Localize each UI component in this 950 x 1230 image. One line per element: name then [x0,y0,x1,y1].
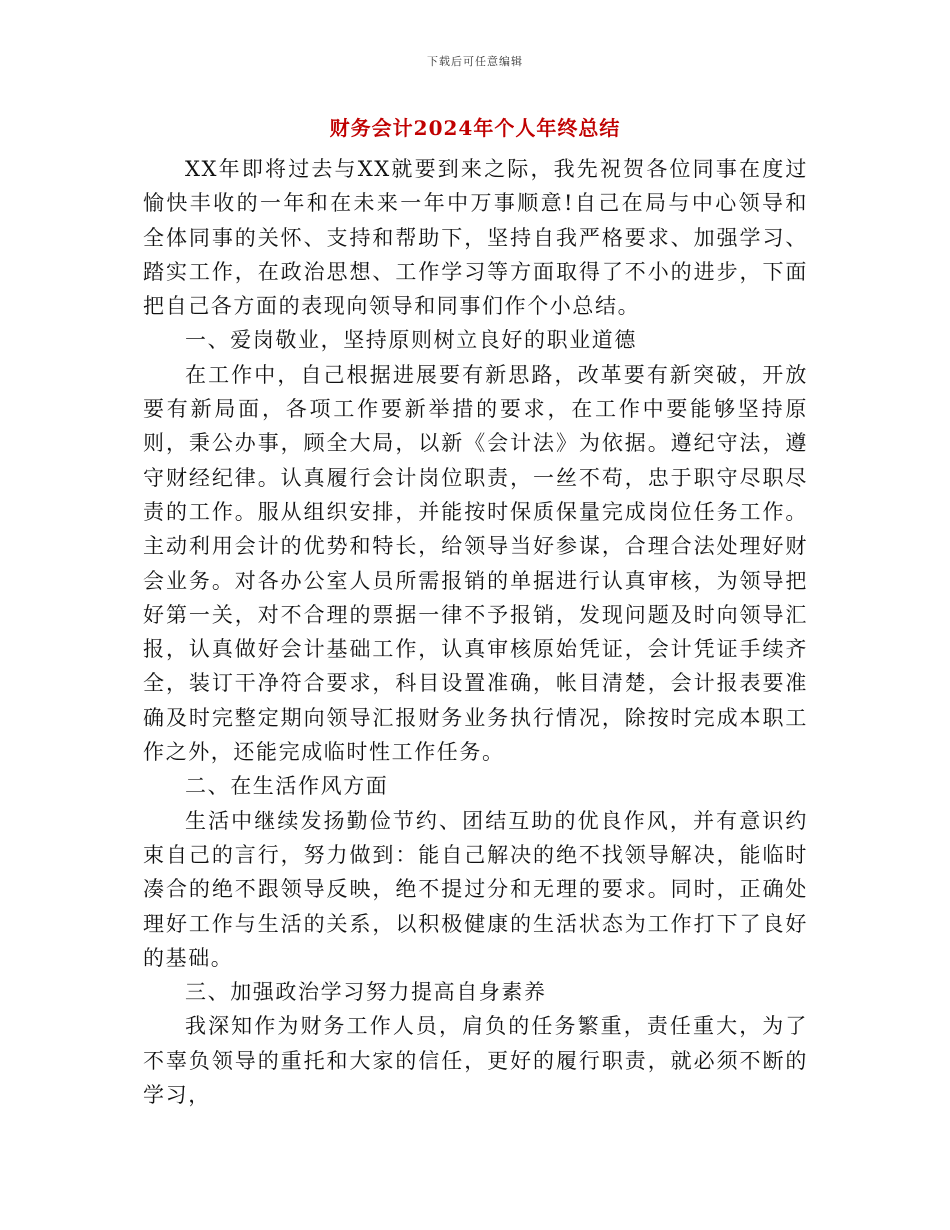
section-heading-3: 三、加强政治学习努力提高自身素养 [185,980,547,1005]
section-3-paragraph: 我深知作为财务工作人员，肩负的任务繁重，责任重大，为了不辜负领导的重托和大家的信任，更好的履行职责，就必须不断的学习， [143,1014,808,1108]
section-2-paragraph: 生活中继续发扬勤俭节约、团结互助的优良作风，并有意识约束自己的言行，努力做到：能自己解决的绝不找领导解决，能临时凑合的绝不跟领导反映，绝不提过分和无理的要求。同时，正确处理好工作与生活的关系，以积极健康的生活状态为工作打下了良好的基础。 [143,808,808,970]
section-1-paragraph: 在工作中，自己根据进展要有新思路，改革要有新突破，开放要有新局面，各项工作要新举措的要求，在工作中要能够坚持原则，秉公办事，顾全大局，以新《会计法》为依据。遵纪守法，遵守财经纪律。认真履行会计岗位职责，一丝不苟，忠于职守尽职尽责的工作。服从组织安排，并能按时保质保量完成岗位任务工作。主动利用会计的优势和特长，给领导当好参谋，合理合法处理好财会业务。对各办公室人员所需报销的单据进行认真审核，为领导把好第一关，对不合理的票据一律不予报销，发现问题及时向领导汇报，认真做好会计基础工作，认真审核原始凭证，会计凭证手续齐全，装订干净符合要求，科目设置准确，帐目清楚，会计报表要准确及时完整定期向领导汇报财务业务执行情况，除按时完成本职工作之外，还能完成临时性工作任务。 [143,362,808,765]
header-note: 下载后可任意编辑 [427,55,523,68]
document-title: 财务会计2024年个人年终总结 [329,116,621,140]
section-heading-2: 二、在生活作风方面 [185,774,389,799]
document-body [143,152,808,1112]
section-heading-1: 一、爱岗敬业，坚持原则树立良好的职业道德 [185,328,637,353]
intro-paragraph: XX年即将过去与XX就要到来之际，我先祝贺各位同事在度过愉快丰收的一年和在未来一年中万事顺意!自己在局与中心领导和全体同事的关怀、支持和帮助下，坚持自我严格要求、加强学习、踏实工作，在政治思想、工作学习等方面取得了不小的进步，下面把自己各方面的表现向领导和同事们作个小总结。 [143,157,808,319]
